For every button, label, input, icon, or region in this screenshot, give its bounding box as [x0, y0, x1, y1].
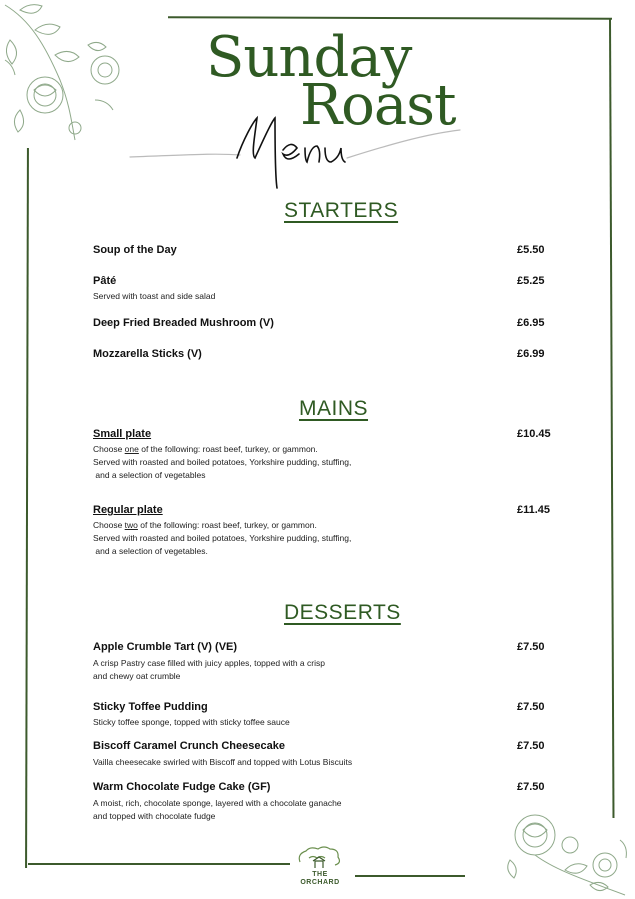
starters-heading: STARTERS: [284, 199, 399, 222]
menu-item-name: Soup of the Day: [93, 244, 177, 256]
title-sunday: Sunday: [206, 25, 412, 90]
menu-item-description: A moist, rich, chocolate sponge, layered with a chocolate ganache: [93, 798, 342, 808]
menu-item-price: £7.50: [517, 641, 545, 653]
frame-bottom-border-right: [355, 875, 465, 877]
menu-item-price: £7.50: [517, 740, 545, 752]
frame-bottom-border: [28, 863, 290, 865]
menu-item-name: Apple Crumble Tart (V) (VE): [93, 641, 238, 653]
menu-item-price: £6.99: [517, 348, 545, 360]
menu-item-description: Sticky toffee sponge, topped with sticky toffee sauce: [93, 717, 290, 727]
menu-script-lettering: [125, 100, 465, 195]
menu-item-price: £5.50: [517, 244, 545, 256]
menu-item-price: £6.95: [517, 317, 545, 329]
menu-item-description: Choose one of the following: roast beef, turkey, or gammon.: [93, 444, 318, 454]
menu-item-description: Served with roasted and boiled potatoes, Yorkshire pudding, stuffing,: [93, 533, 352, 543]
menu-item-name: Regular plate: [93, 504, 163, 516]
menu-item-name: Warm Chocolate Fudge Cake (GF): [93, 781, 271, 793]
menu-item-description: Served with roasted and boiled potatoes, Yorkshire pudding, stuffing,: [93, 457, 352, 467]
menu-item-name: Mozzarella Sticks (V): [93, 348, 202, 360]
menu-item-name: Sticky Toffee Pudding: [93, 701, 208, 713]
menu-item-description: Vailla cheesecake swirled with Biscoff and topped with Lotus Biscuits: [93, 757, 353, 767]
menu-item-description: Served with toast and side salad: [93, 291, 216, 301]
title-roast: Roast: [300, 73, 456, 138]
menu-item-description: and chewy oat crumble: [93, 671, 181, 681]
menu-item-description: and a selection of vegetables.: [93, 546, 208, 556]
menu-item-description: A crisp Pastry case filled with juicy apples, topped with a crisp: [93, 658, 325, 668]
menu-item-description: and a selection of vegetables: [93, 470, 206, 480]
mains-heading: MAINS: [299, 397, 369, 420]
logo-wordmark: THE ORCHARD: [300, 871, 340, 886]
menu-item-price: £7.50: [517, 781, 545, 793]
frame-left-border: [25, 148, 29, 868]
desserts-heading: DESSERTS: [284, 601, 401, 624]
menu-item-name: Small plate: [93, 428, 152, 440]
menu-item-price: £5.25: [517, 275, 545, 287]
menu-item-name: Deep Fried Breaded Mushroom (V): [93, 317, 274, 329]
menu-item-description: and topped with chocolate fudge: [93, 811, 216, 821]
menu-item-price: £10.45: [517, 428, 551, 440]
floral-illustration-bottom-right: [495, 800, 635, 899]
menu-item-name: Pâté: [93, 275, 117, 287]
frame-right-border: [609, 18, 614, 818]
orchard-tree-logo-icon: [295, 846, 345, 870]
frame-top-border: [168, 16, 612, 20]
menu-item-price: £7.50: [517, 701, 545, 713]
menu-item-price: £11.45: [517, 504, 551, 516]
menu-item-description: Choose two of the following: roast beef, turkey, or gammon.: [93, 520, 317, 530]
menu-item-name: Biscoff Caramel Crunch Cheesecake: [93, 740, 285, 752]
floral-illustration-top-left: [0, 0, 135, 150]
